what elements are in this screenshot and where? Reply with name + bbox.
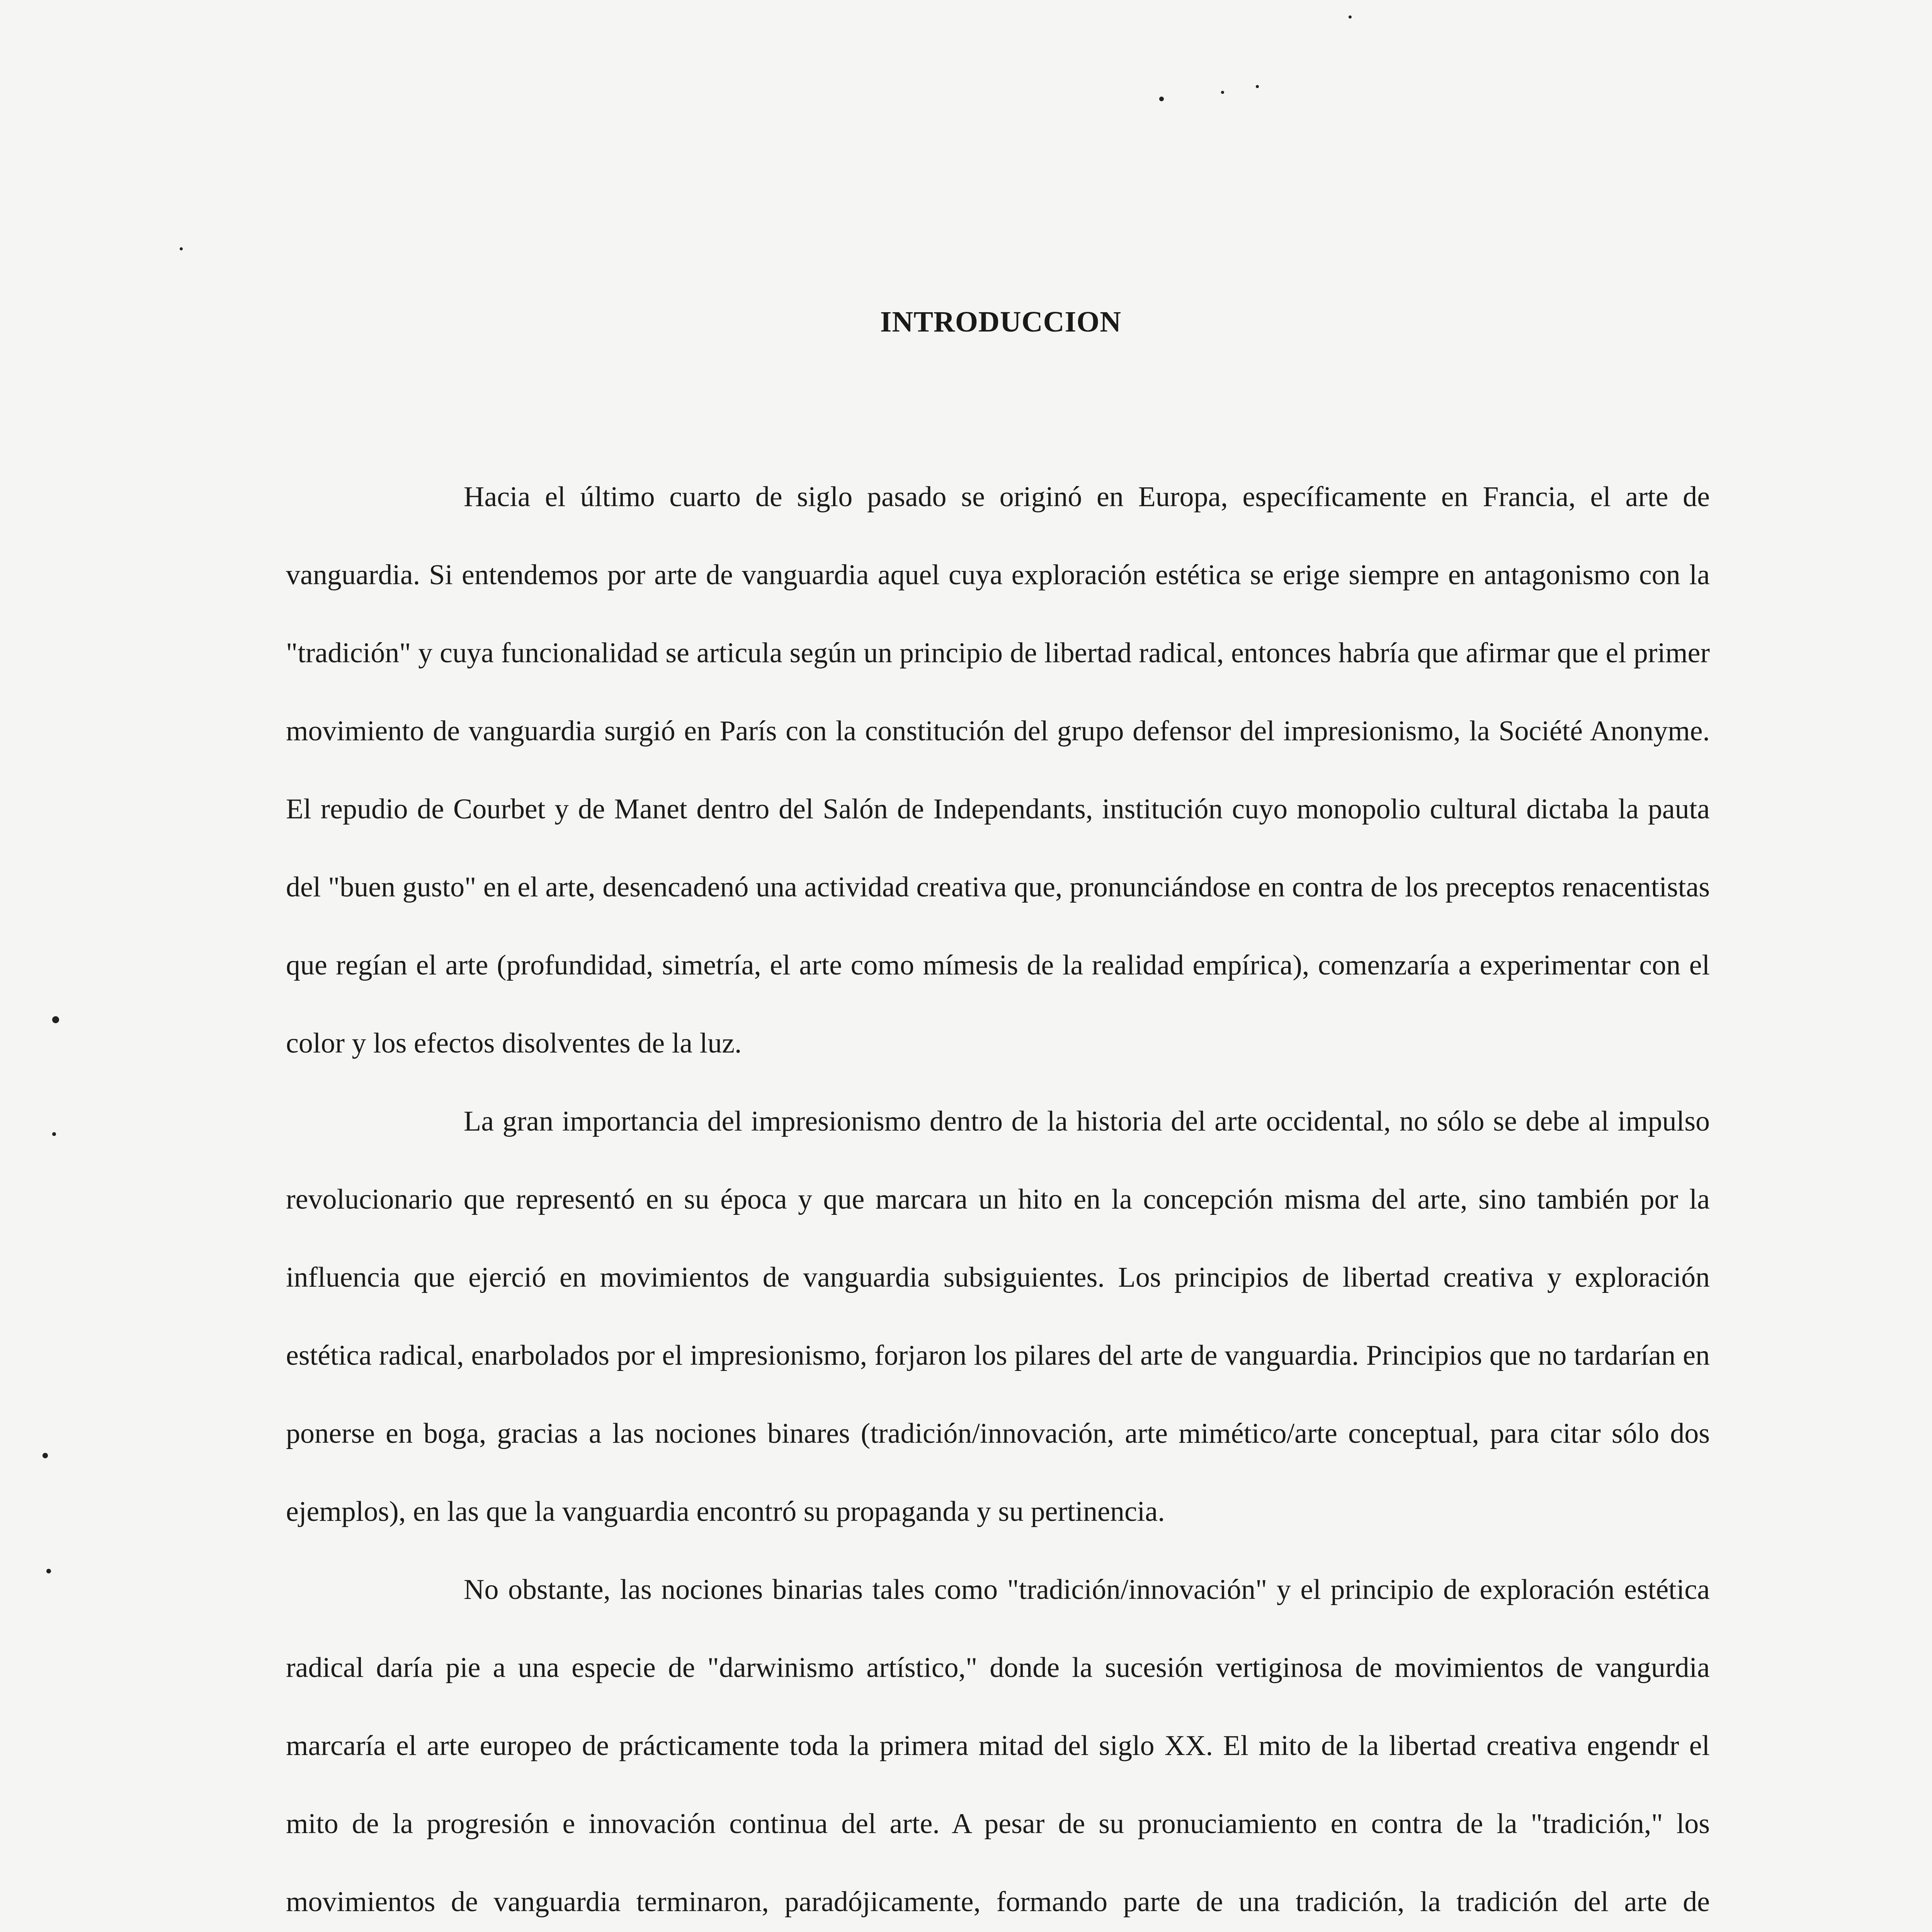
paragraph: La gran importancia del impresionismo dentro de la historia del arte occidental, no sólo se debe al impulso revolucionario que representó en su época y que marcara un hito en la concepción misma del arte, sino también por la influencia que ejerció en movimientos de vanguardia subsiguientes. Los principios de libertad creativa y exploración estética radical, enarbolados por el impresionismo, forjaron los pilares del arte de vanguardia. Principios que no tardarían en ponerse en boga, gracias a las nociones binares (tradición/innovación, arte mimético/arte conceptual, para citar sólo dos ejemplos), en las que la vanguardia encontró su propaganda y su pertinencia. [286, 1105, 1710, 1527]
scan-speck [1349, 15, 1352, 19]
scan-speck [1256, 85, 1259, 88]
scan-speck [52, 1016, 59, 1023]
scan-speck [1221, 91, 1224, 94]
scan-speck [43, 1453, 48, 1458]
paragraph: No obstante, las nociones binarias tales como "tradición/innovación" y el principio de exploración estética radical daría pie a una especie de "darwinismo artístico," donde la sucesión vertiginosa de movimientos de vangurdia marcaría el arte europeo de prácticamente toda la primera mitad del siglo XX. El mito de la libertad creativa engendr el mito de la progresión e innovación continua del arte. A pesar de su pronuciamiento en contra de la "tradición," los movimientos de vanguardia terminaron, paradójicamente, formando parte de una tradición, la tradición del arte de [286, 1574, 1710, 1918]
scan-speck [180, 247, 183, 250]
page-title: INTRODUCCION [880, 306, 1122, 338]
scan-speck [1159, 97, 1164, 101]
scan-speck [52, 1132, 56, 1136]
paragraph: Hacia el último cuarto de siglo pasado se originó en Europa, específicamente en Francia, el arte de vanguardia. Si entendemos por arte de vanguardia aquel cuya exploración estética se erige siempre en antagonismo con la "tradición" y cuya funcionalidad se articula según un principio de libertad radical, entonces habría que afirmar que el primer movimiento de vanguardia surgió en París con la constitución del grupo defensor del impresionismo, la Société Anonyme. El repudio de Courbet y de Manet dentro del Salón de Independants, institución cuyo monopolio cultural dictaba la pauta del "buen gusto" en el arte, desencadenó una actividad creativa que, pronunciándose en contra de los preceptos renacentistas que regían el arte (profundidad, simetría, el arte como mímesis de la realidad empírica), comenzaría a experimentar con el color y los efectos disolventes de la luz. [286, 481, 1710, 1059]
body-text [286, 458, 1710, 1932]
scan-speck [46, 1569, 51, 1573]
